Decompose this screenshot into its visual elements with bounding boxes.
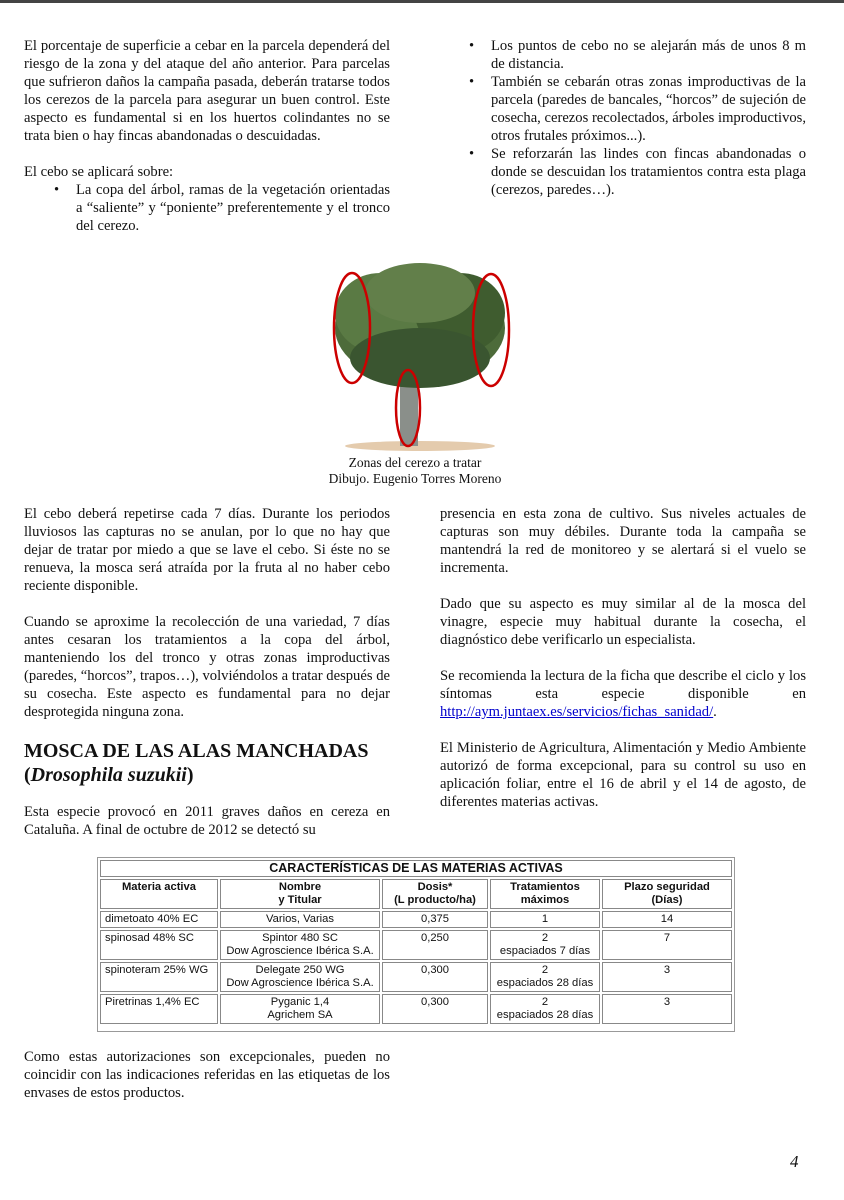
- table-title: CARACTERÍSTICAS DE LAS MATERIAS ACTIVAS: [100, 860, 732, 877]
- heading-species: Drosophila suzukii: [30, 764, 187, 786]
- list-item: • La copa del árbol, ramas de la vegetación orientadas a “saliente” y “poniente” preferentemente y el tronco del cerezo.: [50, 181, 390, 235]
- list-item: • Se reforzarán las lindes con fincas abandonadas o donde se descuidan los tratamientos contra esta plaga (cerezos, paredes…).: [465, 145, 806, 199]
- paragraph-autorizaciones: Como estas autorizaciones son excepcionales, pueden no coincidir con las indicaciones referidas en las etiquetas de los envases de estos productos.: [24, 1049, 390, 1101]
- list-item: • También se cebarán otras zonas improductivas de la parcela (paredes de bancales, “horcos” de sujeción de cosecha, cerezos recolectados, árboles improductivos, otros frutales próximos...).: [465, 73, 806, 145]
- cell-plazo: 7: [602, 930, 732, 960]
- cell-tratamientos: 2 espaciados 7 días: [490, 930, 600, 960]
- cell-dosis: 0,250: [382, 930, 488, 960]
- cell-materia: spinosad 48% SC: [100, 930, 218, 960]
- paragraph-cebar-superficie: El porcentaje de superficie a cebar en la parcela dependerá del riesgo de la zona y del ataque del año anterior. Para parcelas que sufrieron daños la campaña pasada, deberán tratarse todos los cerezos de la parcela para asegurar un buen control. Este aspecto es fundamental si en los huertos colindantes no se trata bien o hay fincas abandonadas o descuidadas.: [24, 38, 390, 144]
- heading-paren-close: ): [186, 764, 194, 786]
- table-row: [100, 962, 732, 992]
- table-row: [100, 911, 732, 928]
- cebo-points-list: [465, 37, 806, 199]
- ground-shadow: [345, 441, 495, 451]
- figure-caption: [300, 455, 530, 487]
- cell-tratamientos: 2 espaciados 28 días: [490, 962, 600, 992]
- section-heading: [24, 739, 390, 787]
- footer-note: [24, 1048, 390, 1120]
- paragraph-cebo-repetir: El cebo deberá repetirse cada 7 días. Durante los periodos lluviosos las capturas no se anulan, por lo que no hay que dejar de tratar por miedo a que se lave el cebo. Si éste no se renueva, la mosca será atraída por la fruta al no haber cebo reciente disponible.: [24, 506, 390, 594]
- cell-dosis: 0,300: [382, 994, 488, 1024]
- paragraph-diagnostico: Dado que su aspecto es muy similar al de la mosca del vinagre, especie muy habitual durante la cosecha, el diagnóstico debe verificarlo un especialista.: [440, 596, 806, 648]
- upper-left-column: [24, 37, 390, 235]
- cell-dosis: 0,375: [382, 911, 488, 928]
- header-nombre: Nombre y Titular: [220, 879, 380, 909]
- cell-tratamientos: 1: [490, 911, 600, 928]
- cell-tratamientos: 2 espaciados 28 días: [490, 994, 600, 1024]
- ficha-text: Se recomienda la lectura de la ficha que describe el ciclo y los síntomas esta especie disponible en: [440, 668, 806, 702]
- cell-plazo: 14: [602, 911, 732, 928]
- table: [98, 858, 734, 1026]
- list-item: • Los puntos de cebo no se alejarán más de unos 8 m de distancia.: [465, 37, 806, 73]
- cell-nombre: Pyganic 1,4 Agrichem SA: [220, 994, 380, 1024]
- cherry-tree-illustration: [320, 258, 520, 453]
- cell-materia: spinoteram 25% WG: [100, 962, 218, 992]
- upper-right-column: [465, 37, 806, 199]
- header-dosis: Dosis* (L producto/ha): [382, 879, 488, 909]
- heading-paren-open: (: [24, 764, 31, 786]
- caption-credit: Dibujo. Eugenio Torres Moreno: [328, 471, 502, 486]
- fichas-sanidad-link[interactable]: http://aym.juntaex.es/servicios/fichas_sanidad/: [440, 704, 714, 720]
- cell-materia: Piretrinas 1,4% EC: [100, 994, 218, 1024]
- paragraph-cebo-aplicara: El cebo se aplicará sobre:: [24, 164, 174, 180]
- cebo-bullet-list: [50, 181, 390, 235]
- cell-nombre: Delegate 250 WG Dow Agroscience Ibérica S.A.: [220, 962, 380, 992]
- paragraph-ficha: [440, 667, 806, 721]
- lower-right-column: [440, 505, 806, 829]
- heading-title: MOSCA DE LAS ALAS MANCHADAS: [24, 740, 369, 762]
- table-row: [100, 994, 732, 1024]
- ficha-period: .: [713, 704, 717, 720]
- materias-activas-table: [97, 857, 735, 1032]
- cell-plazo: 3: [602, 962, 732, 992]
- header-tratamientos: Tratamientos máximos: [490, 879, 600, 909]
- page-top-border: [0, 0, 844, 3]
- cell-nombre: Spintor 480 SC Dow Agroscience Ibérica S.A.: [220, 930, 380, 960]
- paragraph-ministerio: El Ministerio de Agricultura, Alimentación y Medio Ambiente autorizó de forma excepcional, para su control su uso en aplicación foliar, entre el 16 de abril y el 14 de agosto, de diferentes materias activas.: [440, 740, 806, 810]
- cell-nombre: Varios, Varias: [220, 911, 380, 928]
- cell-materia: dimetoato 40% EC: [100, 911, 218, 928]
- paragraph-especie-cataluna: Esta especie provocó en 2011 graves daños en cereza en Cataluña. A final de octubre de 2012 se detectó su: [24, 804, 390, 838]
- paragraph-presencia: presencia en esta zona de cultivo. Sus niveles actuales de capturas son muy débiles. Durante toda la campaña se mantendrá la red de monitoreo y se alertará si el vuelo se incrementa.: [440, 506, 806, 576]
- cell-plazo: 3: [602, 994, 732, 1024]
- table-header-row: [100, 879, 732, 909]
- header-plazo: Plazo seguridad (Días): [602, 879, 732, 909]
- caption-title: Zonas del cerezo a tratar: [348, 455, 482, 470]
- cell-dosis: 0,300: [382, 962, 488, 992]
- page-number: 4: [790, 1152, 799, 1171]
- paragraph-recoleccion: Cuando se aproxime la recolección de una variedad, 7 días antes cesaran los tratamientos a la copa del árbol, manteniendo los del tronco y otras zonas improductivas (paredes, “horcos”, trapos…), volviéndolos a tratar después de su cosecha. Este aspecto es fundamental para no dejar desprotegida ninguna zona.: [24, 614, 390, 720]
- lower-left-column: [24, 505, 390, 857]
- header-materia: Materia activa: [100, 879, 218, 909]
- table-row: [100, 930, 732, 960]
